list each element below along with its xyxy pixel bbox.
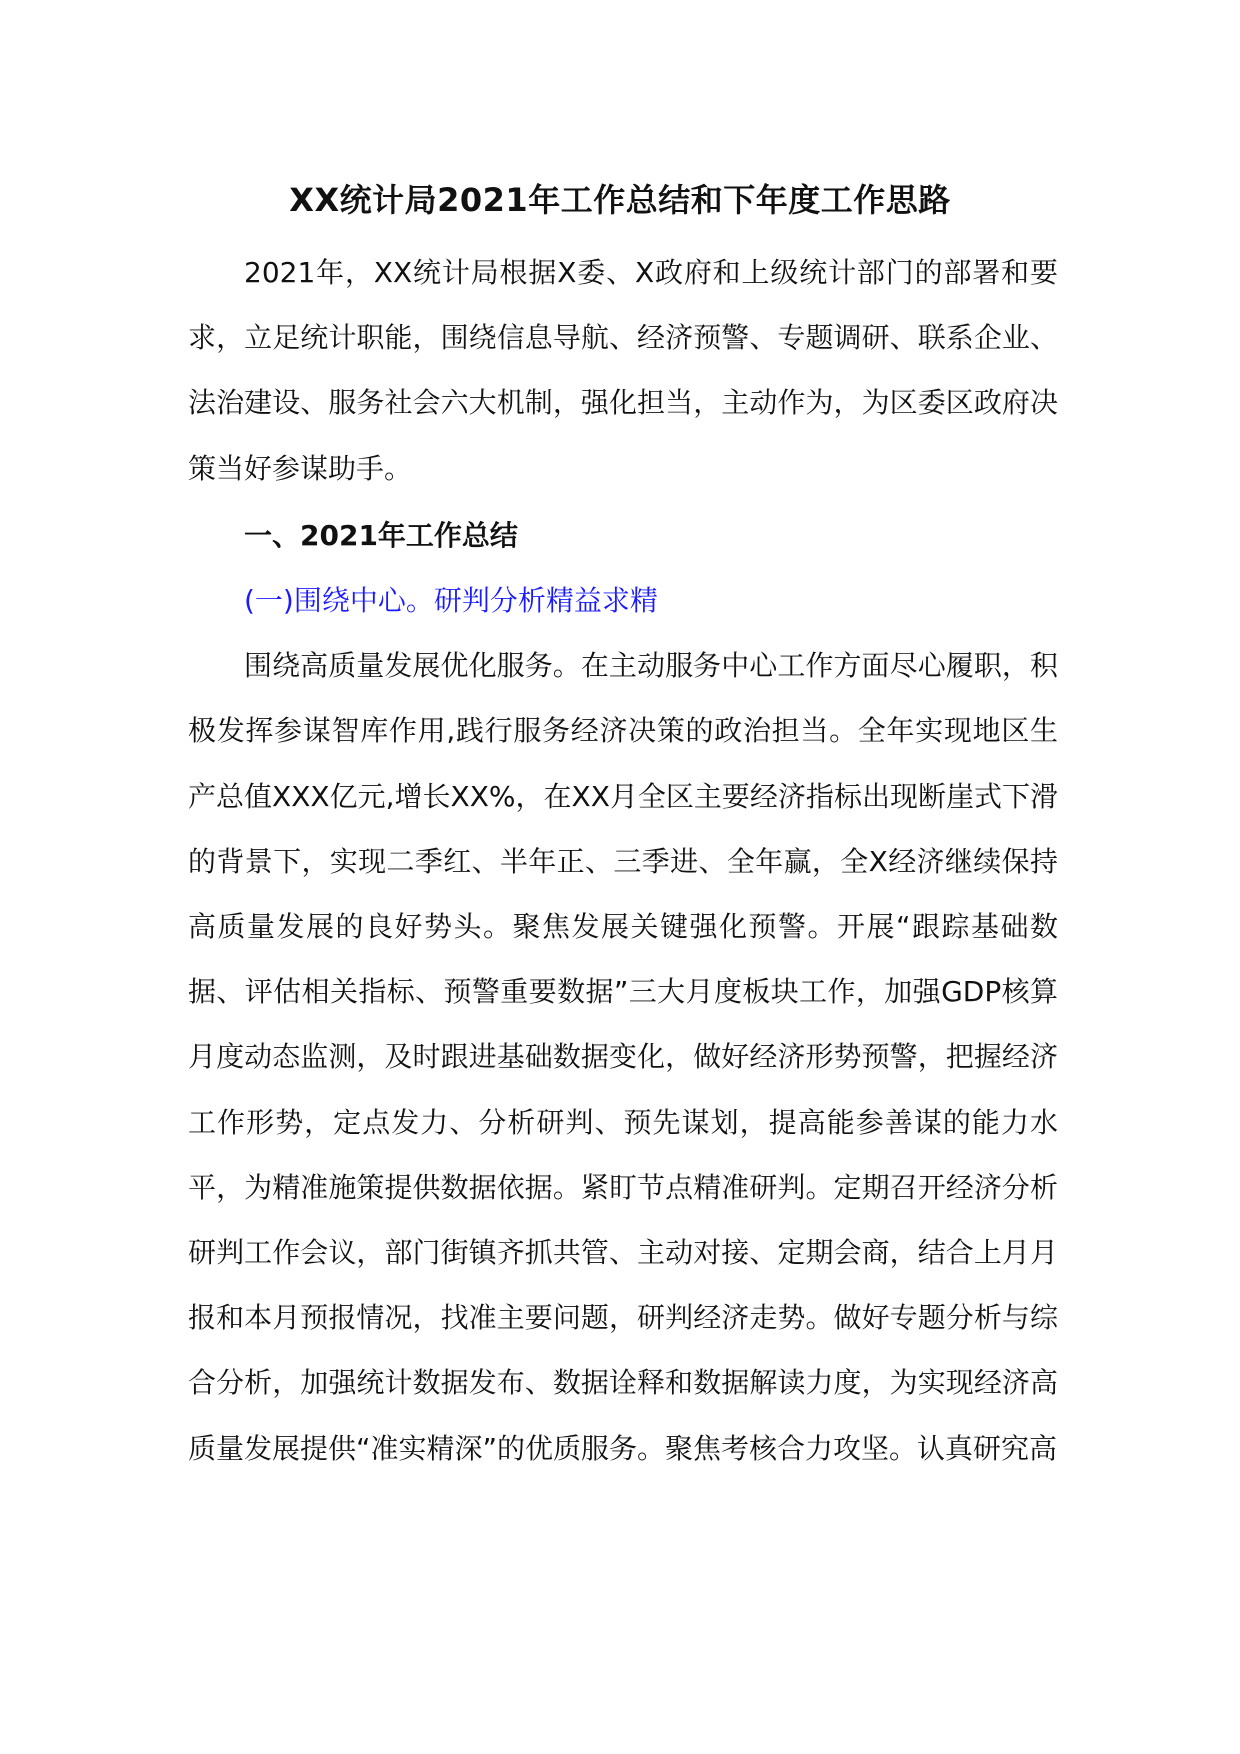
document-body xyxy=(188,240,1058,1481)
body-paragraph: 围绕高质量发展优化服务。在主动服务中心工作方面尽心履职，积极发挥参谋智库作用,践行服务经济决策的政治担当。全年实现地区生产总值XXX亿元,增长XX%，在XX月全区主要经济指标出现断崖式下滑的背景下，实现二季红、半年正、三季进、全年赢，全X经济继续保持高质量发展的良好势头。聚焦发展关键强化预警。开展“跟踪基础数据、评估相关指标、预警重要数据”三大月度板块工作，加强GDP核算月度动态监测，及时跟进基础数据变化，做好经济形势预警，把握经济工作形势，定点发力、分析研判、预先谋划，提高能参善谋的能力水平，为精准施策提供数据依据。紧盯节点精准研判。定期召开经济分析研判工作会议，部门街镇齐抓共管、主动对接、定期会商，结合上月月报和本月预报情况，找准主要问题，研判经济走势。做好专题分析与综合分析，加强统计数据发布、数据诠释和数据解读力度，为实现经济高质量发展提供“准实精深”的优质服务。聚焦考核合力攻坚。认真研究高 xyxy=(188,649,1058,1465)
intro-paragraph: 2021年，XX统计局根据X委、X政府和上级统计部门的部署和要求，立足统计职能，围绕信息导航、经济预警、专题调研、联系企业、法治建设、服务社会六大机制，强化担当，主动作为，为区委区政府决策当好参谋助手。 xyxy=(188,256,1058,485)
section-heading: 一、2021年工作总结 xyxy=(244,518,518,552)
document-title: XX统计局2021年工作总结和下年度工作思路 xyxy=(289,181,951,219)
subsection-heading: (一)围绕中心。研判分析精益求精 xyxy=(244,584,658,618)
